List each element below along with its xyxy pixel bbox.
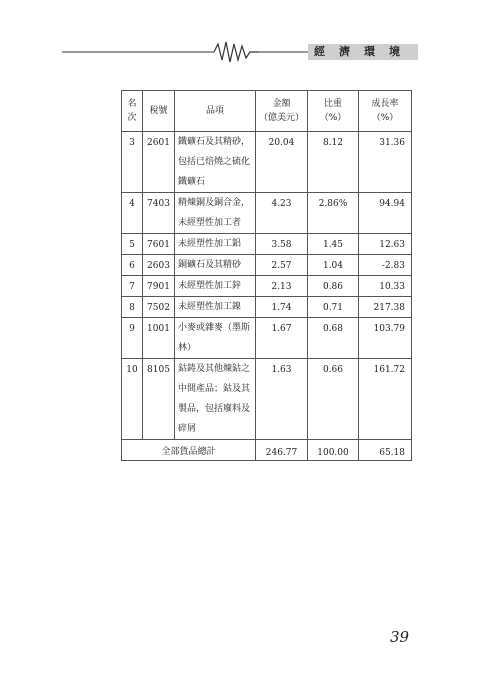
cell-growth: -2.83 <box>359 255 412 276</box>
cell-rank: 10 <box>122 359 143 440</box>
total-amount: 246.77 <box>256 440 308 461</box>
cell-growth: 31.36 <box>359 132 412 193</box>
cell-growth: 12.63 <box>359 234 412 255</box>
cell-code: 7901 <box>143 276 175 297</box>
cell-share: 0.71 <box>308 297 359 318</box>
cell-growth: 10.33 <box>359 276 412 297</box>
cell-share: 0.66 <box>308 359 359 440</box>
table-row <box>122 255 412 276</box>
column-header: 品項 <box>175 91 256 132</box>
cell-amount: 4.23 <box>256 193 308 234</box>
cell-code: 1001 <box>143 318 175 359</box>
cell-share: 2.86% <box>308 193 359 234</box>
column-header: 成長率 （%） <box>359 91 412 132</box>
item-text: 鐵礦石及其精砂，包括已焙燒之硫化鐵礦石 <box>178 137 251 187</box>
cell-item <box>175 255 256 276</box>
cell-growth: 161.72 <box>359 359 412 440</box>
table-row <box>122 359 412 440</box>
item-text: 鈷鋳及其他煉鈷之中間產品；鈷及其製品，包括廢料及碎屑 <box>178 364 251 434</box>
export-items-table <box>121 90 412 461</box>
item-text: 未經塑性加工鋁 <box>178 239 242 249</box>
table-body <box>122 132 412 461</box>
table-row <box>122 318 412 359</box>
header-title: 經濟環境 <box>308 44 418 60</box>
page-header <box>62 38 418 68</box>
column-header: 名 次 <box>122 91 143 132</box>
cell-share: 0.86 <box>308 276 359 297</box>
cell-rank: 3 <box>122 132 143 193</box>
cell-item <box>175 276 256 297</box>
table-total-row <box>122 440 412 461</box>
cell-rank: 8 <box>122 297 143 318</box>
cell-rank: 7 <box>122 276 143 297</box>
cell-amount: 1.74 <box>256 297 308 318</box>
item-text: 銅礦石及其精砂 <box>178 260 242 270</box>
cell-code: 7502 <box>143 297 175 318</box>
table-row <box>122 234 412 255</box>
table-row <box>122 276 412 297</box>
cell-amount: 2.57 <box>256 255 308 276</box>
cell-item <box>175 359 256 440</box>
cell-share: 1.45 <box>308 234 359 255</box>
cell-growth: 217.38 <box>359 297 412 318</box>
cell-item <box>175 318 256 359</box>
cell-share: 0.68 <box>308 318 359 359</box>
cell-rank: 5 <box>122 234 143 255</box>
cell-item <box>175 132 256 193</box>
cell-code: 8105 <box>143 359 175 440</box>
total-share: 100.00 <box>308 440 359 461</box>
cell-amount: 20.04 <box>256 132 308 193</box>
column-header: 稅號 <box>143 91 175 132</box>
total-label: 全部貨品總計 <box>122 440 256 461</box>
cell-share: 8.12 <box>308 132 359 193</box>
cell-amount: 2.13 <box>256 276 308 297</box>
item-text: 精煉銅及銅合金，未經塑性加工者 <box>178 198 251 228</box>
page-number: 39 <box>390 628 410 646</box>
cell-amount: 1.67 <box>256 318 308 359</box>
cell-growth: 103.79 <box>359 318 412 359</box>
item-text: 小麥或雜麥（墨斯林） <box>178 323 251 353</box>
cell-rank: 4 <box>122 193 143 234</box>
cell-code: 7403 <box>143 193 175 234</box>
column-header: 比重 （%） <box>308 91 359 132</box>
table-header-row <box>122 91 412 132</box>
item-text: 未經塑性加工鋅 <box>178 281 242 291</box>
cell-item <box>175 297 256 318</box>
table-row <box>122 193 412 234</box>
cell-share: 1.04 <box>308 255 359 276</box>
cell-item <box>175 193 256 234</box>
cell-code: 2601 <box>143 132 175 193</box>
total-growth: 65.18 <box>359 440 412 461</box>
table-row <box>122 297 412 318</box>
cell-item <box>175 234 256 255</box>
cell-code: 2603 <box>143 255 175 276</box>
table-row <box>122 132 412 193</box>
cell-amount: 3.58 <box>256 234 308 255</box>
cell-growth: 94.94 <box>359 193 412 234</box>
cell-rank: 6 <box>122 255 143 276</box>
item-text: 未經塑性加工鎳 <box>178 302 242 312</box>
cell-amount: 1.63 <box>256 359 308 440</box>
cell-code: 7601 <box>143 234 175 255</box>
cell-rank: 9 <box>122 318 143 359</box>
column-header: 金額 （億美元） <box>256 91 308 132</box>
